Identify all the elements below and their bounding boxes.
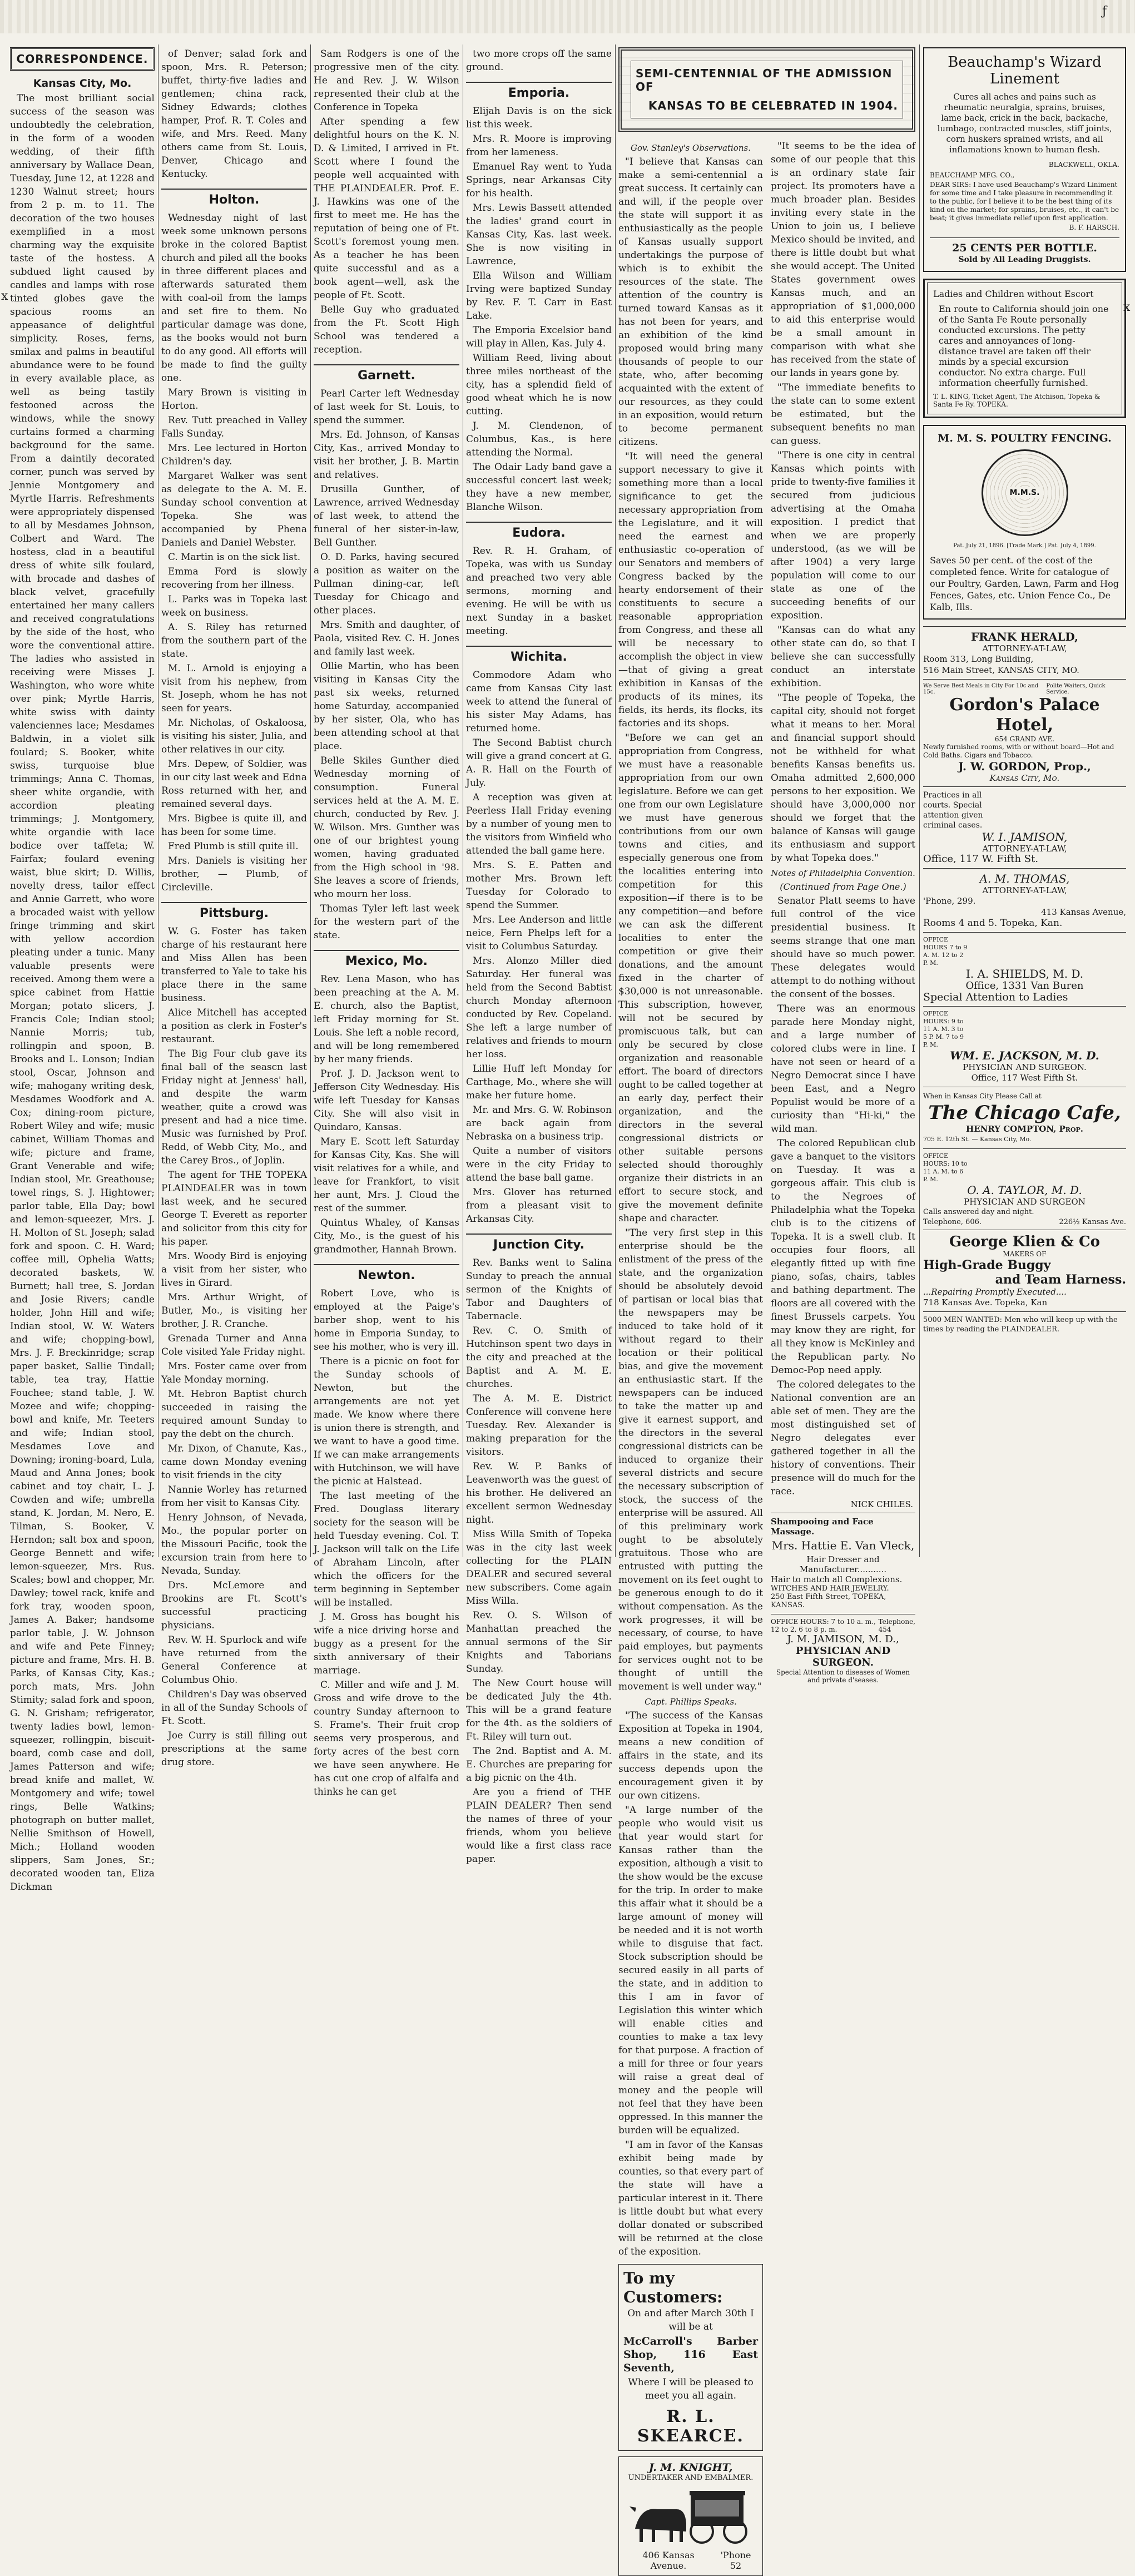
news-item: Emanuel Ray went to Yuda Springs, near Arkansas City for his health. [466,161,612,199]
news-item: Mrs. Lewis Bassett attended the ladies' grand court in Kansas City, Kas. last week. She is now visiting in Lawrence, [466,202,612,267]
news-item: Mr. Nicholas, of Oskaloosa, is visiting his sister, Julia, and other relatives in our city. [161,717,307,755]
semi-centennial-banner [618,47,915,132]
taylor-address: 226½ Kansas Ave. [1059,1218,1126,1226]
poultry-fencing-ad [923,425,1126,620]
news-item: Mrs. S. E. Patten and mother Mrs. Brown left Tuesday for Colorado to spend the Summer. [466,860,612,911]
wizard-text: Cures all aches and pains such as rheumatic neuralgia, sprains, bruises, lame back, crick in the back, backache, lumbago, contracted muscles, stiff joints, corn huskers sprained wrists, and all inflamations known to human flesh. [937,92,1112,155]
news-item: Margaret Walker was sent as delegate to the A. M. E. Sunday school convention at Topeka. She was accompanied by Phena Daniels and Daniel Webster. [161,470,307,548]
news-item: Lillie Huff left Monday for Carthage, Mo., where she will make her future home. [466,1063,612,1101]
news-item: The A. M. E. District Conference will convene here Tuesday. Rev. Alexander is making preparation for the visitors. [466,1393,612,1458]
cafe-name: The Chicago Cafe, [928,1102,1121,1124]
jamison-law-name: W. I. JAMISON, [982,830,1068,844]
column-correspondence [10,47,155,1893]
pittsburg-items [161,925,307,1769]
vanvleck-headline: Shampooing and Face Massage. [771,1517,874,1537]
jackson-address: Office, 117 West Fifth St. [971,1073,1078,1083]
news-item: Belle Guy who graduated from the Ft. Scott High School was tendered a reception. [314,304,459,355]
newton-items [314,1287,459,1799]
news-item: Mary Brown is visiting in Horton. [161,387,307,412]
news-item: The agent for THE TOPEKA PLAINDEALER was in town last week, and he secured George T. Everett as reporter and solicitor from this city for his paper. [161,1170,307,1247]
news-item: Mrs. Woody Bird is enjoying a visit from her sister, who lives in Girard. [161,1251,307,1289]
gordon-text: Newly furnished rooms, with or without board—Hot and Cold Baths. Cigars and Tobacco. [923,743,1114,759]
news-item: Grenada Turner and Anna Cole visited Yale Friday night. [161,1333,307,1358]
jamison-doctor-name: J. M. JAMISON, M. D., [787,1633,899,1645]
garnett-items [314,387,459,942]
corner-mark: ƒ [1102,4,1107,18]
semi-centennial-body [618,140,915,2576]
klien-name: George Klien & Co [949,1233,1100,1250]
news-item: Mrs. Lee Anderson and little neice, Fern Phelps left for a visit to Columbus Saturday. [466,914,612,952]
thomas-name: A. M. THOMAS, [979,872,1070,885]
news-item: Mrs. Alonzo Miller died Saturday. Her funeral was held from the Second Babtist church Monday afternoon conducted by Rev. Copeland. She left a large number of relatives and friends to mourn her loss. [466,955,612,1060]
news-item: Rev. O. S. Wilson of Manhattan preached the annual sermons of the Sir Knights and Taborians Sunday. [466,1610,612,1675]
news-item: Children's Day was observed in all of the Sunday Schools of Ft. Scott. [161,1689,307,1727]
skearce-ad [618,2264,763,2451]
hearse-illustration [623,2484,758,2545]
vanvleck-text: Hair to match all Complexions. [771,1574,903,1584]
news-item: Rev. W. P. Banks of Leavenworth was the guest of his brother. He delivered an excellent sermon Wednesday night. [466,1461,612,1525]
eudora-items [466,544,612,638]
herald-card [923,626,1126,679]
klien-line3: ...Repairing Promptly Executed.... [923,1287,1067,1297]
news-item: Ollie Martin, who has been visiting in Kansas City the past six weeks, returned home Saturday, accompanied by her sister, Ola, who has been attending school at that place. [314,661,459,752]
news-item: Quintus Whaley, of Kansas City, Mo., is the guest of his grandmother, Hannah Brown. [314,1217,459,1255]
mexico-items [314,973,459,1256]
section-title-kansas-city: Kansas City, Mo. [33,77,132,90]
taylor-contact [923,1218,1126,1226]
skearce-text2: Where I will be pleased to meet you all again. [628,2377,754,2401]
section-title-garnett: Garnett. [314,364,459,383]
news-item: Alice Mitchell has accepted a position as clerk in Foster's restaurant. [161,1007,307,1045]
section-title-pittsburg: Pittsburg. [161,902,307,920]
news-item: Mrs. Arthur Wright, of Butler, Mo., is visiting her brother, J. R. Cranche. [161,1292,307,1330]
phillips-subhead: Capt. Phillips Speaks. [645,1697,737,1707]
gordon-city: Kansas City, Mo. [989,773,1060,783]
thomas-title: ATTORNEY-AT-LAW, [982,885,1067,895]
vanvleck-name: Mrs. Hattie E. Van Vleck, [771,1539,915,1552]
news-item: "I believe that Kansas can make a semi-centennial a great success. It certainly can and will, if the people over the state will support it as enthusiastically as the people of Kansas usually support undertakings the purpose of which is to exhibit the resources of the state. The attention of the country is turned toward Kansas as it has not been for years, and an exhibition of the kind proposed would bring many thousands of people to our state, who, after becoming acquainted with the extent of our resources, as they could in an exposition, would return to become permanent citizens. [618,156,763,448]
philadelphia-signature: NICK CHILES. [850,1499,913,1509]
news-item: "A large number of the people who would visit us that year would start for Kansas rather than the exposition, although a visit to the show would be the excuse for the trip. In order to make this affair what it should be a large amount of money will be needed and it is not worth while to disguise that fact. Stock subscription should be secured easily in all parts of the state, and in addition to this I am in favor of Legislation this winter which will enable cities and counties to make a tax levy for that purpose. A fraction of a mill for three or four years will raise a great deal of money and the people will not feel that they have been oppressed. In this manner the burden will be equalized. [618,1805,763,2136]
herald-title: ATTORNEY-AT-LAW, [982,643,1067,653]
jamison-law-title: ATTORNEY-AT-LAW, [982,844,1067,854]
news-item: Are you a friend of THE PLAIN DEALER? Then send the names of three of your friends, whom you believe would like a first class race paper. [466,1787,612,1865]
knight-title: UNDERTAKER AND EMBALMER. [628,2474,754,2482]
column-rule [615,44,616,1557]
taylor-title: PHYSICIAN AND SURGEON [964,1197,1086,1207]
gordon-proprietor: J. W. GORDON, Prop., [958,760,1091,773]
jamison-doctor-hours-row [771,1618,915,1633]
thomas-address: 413 Kansas Avenue, [1041,907,1126,917]
news-item: Commodore Adam who came from Kansas City last week to attend the funeral of his sister May Adams, has returned home. [466,670,612,734]
semi-centennial-right [771,140,915,2576]
stanley-text [618,155,763,1693]
stanley-subhead: Gov. Stanley's Observations. [631,143,751,153]
klien-line1: High-Grade Buggy [923,1258,1051,1272]
santa-fe-ad [923,279,1126,418]
article-text: of Denver; salad fork and spoon, Mrs. R. Peterson; buffet, thirty-five ladies and gentlemen; china rack, Sidney Edwards; clothes hamper, Prof. R. T. Coles and wife, and Mrs. Reed. Many others came from St. Louis, Denver, Chicago and Kentucky. [161,48,307,180]
news-item: Belle Skiles Gunther died Wednesday morning of consumption. Funeral services held at the A. M. E. church, conducted by Rev. J. W. Wilson. Mrs. Gunther was one of our brightest young women, having graduated from the High school in '98. She leaves a score of friends, who mourn her loss. [314,755,459,900]
news-item: There was an enormous parade here Monday night, and a large number of colored clubs were in line. I have not seen or heard of a Negro Democrat since I have been East, and a Negro Populist would be more of a curiosity than "Hi-ki," the wild man. [771,1003,915,1135]
news-item: L. Parks was in Topeka last week on business. [161,594,307,618]
vanvleck-line: Manufacturer........... [799,1564,887,1574]
exposition-text [771,140,915,865]
news-item: Rev. Tutt preached in Valley Falls Sunday. [161,415,307,439]
vanvleck-line: Hair Dresser and [806,1554,880,1564]
knight-name: J. M. KNIGHT, [648,2461,733,2474]
section-title-holton: Holton. [161,189,307,207]
santa-fe-text: En route to California should join one of the Santa Fe Route personally conducted excursions. The petty cares and annoyances of long-distance travel are taken off their minds by a special excursion conductor. No extra charge. Full information cheerfully furnished. [939,304,1109,388]
news-item: Mr. Dixon, of Chanute, Kas., came down Monday evening to visit friends in the city [161,1443,307,1481]
news-item: Mrs. Lee lectured in Horton Children's day. [161,443,307,467]
jackson-title: PHYSICIAN AND SURGEON. [963,1062,1087,1072]
jackson-hours: OFFICE HOURS: 9 to 11 A. M. 3 to 5 P. M. 7 to 9 P. M. [923,1010,964,1048]
news-item: Emma Ford is slowly recovering from her illness. [161,566,307,591]
news-item: Henry Johnson, of Nevada, Mo., the popular porter on the Missouri Pacific, took the excursion train from here to Nevada, Sunday. [161,1512,307,1577]
news-item: "The people of Topeka, the capital city, should not forget what it means to her. Moral and financial support should not be withheld for what benefits Kansas benefits us. Omaha admitted 2,600,000 persons to her exposition. We should have 3,000,000 nor should we forget that the balance of Kansas will gauge its enthusiasm and support by what Topeka does." [771,692,915,864]
taylor-hours: OFFICE HOURS: 10 to 11 A. M. to 6 P. M. [923,1152,968,1183]
vanvleck-address: 250 East Fifth Street, TOPEKA, KANSAS. [771,1593,886,1609]
news-item: A reception was given at Peerless Hall Friday evening by a number of young men to the visitors from Winfield who attended the ball game here. [466,792,612,856]
news-item: Senator Platt seems to have full control of the vice presidential business. It seems strange that one man should have so much power. These delegates would attempt to do nothing without the consent of the bosses. [771,895,915,1000]
philadelphia-continued: (Continued from Page One.) [780,881,906,892]
klien-address: 718 Kansas Ave. Topeka, Kan [923,1297,1048,1307]
section-title-wichita: Wichita. [466,646,612,664]
jamison-doctor-title: PHYSICIAN AND SURGEON. [795,1645,891,1668]
shields-card [923,932,1126,1006]
herald-name: FRANK HERALD, [971,630,1078,643]
semi-centennial-left [618,140,763,2576]
banner-headline-line1: SEMI-CENTENNIAL OF THE ADMISSION OF [636,67,893,93]
news-item: The 2nd. Baptist and A. M. E. Churches are preparing for a big picnic on the 4th. [466,1746,612,1784]
news-item: Rev. Lena Mason, who has been preaching at the A. M. E. church, also the Baptist, left Friday morning for St. Louis. She left a noble record, and will be long remembered by her many friends. [314,974,459,1065]
knight-address: 406 Kansas Avenue. [642,2550,695,2571]
article-text: two more crops off the same ground. [466,48,612,73]
taylor-name: O. A. TAYLOR, M. D. [967,1183,1082,1197]
news-item: O. D. Parks, having secured a position as waiter on the Pullman dining-car, left Tuesday for Chicago and other places. [314,552,459,616]
gordon-address: 654 GRAND AVE. [994,735,1055,743]
news-item: The last meeting of the Fred. Douglass literary society for the season will be held Tuesday evening. Col. T. J. Jackson will talk on the Life of Abraham Lincoln, after which the officers for the term beginning in September will be installed. [314,1490,459,1608]
herald-address: Room 313, Long Building, [923,654,1034,664]
news-item: Rev. R. H. Graham, of Topeka, was with us Sunday and preached two very able sermons, morning and evening. He will be with us next Sunday in a basket meeting. [466,546,612,637]
news-item: Mrs. Ed. Johnson, of Kansas City, Kas., arrived Monday to visit her brother, J. B. Martin and relatives. [314,429,459,480]
margin-mark: x [1123,300,1131,314]
news-item: "Before we can get an appropriation from Congress, we must have a reasonable appropriation from our own legislature. Before we can get one from our own Legislature we must have generous contributions from our own towns and cities, and especially generous one from the localities entering into competition for this exposition—if there is to be any competition—and before we can ask the different localities to enter the competition or give their donations, and the amount fixed in the charter of $30,000 is not unreasonable. This subscription, however, will not be secured by promiscuous talk, but can only be secured by close organization and reasonable effort. The board of directors ought to be called together at an early day, perfect their organization, and the directors in the several congressional districts or other suitable persons selected should thoroughly organize their districts in an effort to secure stock, and give the movement definite shape and character. [618,732,763,1224]
column-two [161,47,307,1768]
news-item: Robert Love, who is employed at the Paige's barber shop, went to his home in Emporia Sunday, to see his mother, who is very ill. [314,1288,459,1353]
news-item: Mt. Hebron Baptist church succeeded in raising the required amount Sunday to pay the debt on the church. [161,1389,307,1440]
news-item: Wednesday night of last week some unknown persons broke in the colored Baptist church and piled all the books in three different places and afterwards saturated them with coal-oil from the lamps and set fire to them. No particular damage was done, as the books would not burn to do any good. All efforts will be made to find the guilty one. [161,212,307,384]
news-item: Thomas Tyler left last week for the western part of the state. [314,903,459,941]
jackson-name: WM. E. JACKSON, M. D. [950,1049,1099,1062]
news-item: "There is one city in central Kansas which points with pride to twenty-five families it secured from judicious advertising at the Omaha exposition. I predict that when we are properly understood, (as we will be after 1904) a very large population will come to our state as one of the succeeding benefits of our exposition. [771,450,915,621]
news-item: Mrs. Smith and daughter, of Paola, visited Rev. C. H. Jones and family last week. [314,620,459,657]
gordon-top-right: Polite Waiters, Quick Service. [1046,683,1106,695]
news-item: Pearl Carter left Wednesday of last week for St. Louis, to spend the summer. [314,388,459,426]
vanvleck-text2: WITCHES AND HAIR JEWELRY. [771,1584,889,1593]
news-item: The colored delegates to the National convention are an able set of men. They are the most distinguished set of Negro delegates ever gathered together in all the history of conventions. Their presence will do much for the race. [771,1379,915,1497]
news-item: Elijah Davis is on the sick list this week. [466,106,612,130]
wizard-letter-addressee: BEAUCHAMP MFG. CO., [930,171,1015,179]
news-item: Mary E. Scott left Saturday for Kansas City, Kas. She will visit relatives for a while, and leave for Frankfort, to visit her aunt, Mrs. J. Cloud the rest of the summer. [314,1136,459,1214]
philadelphia-text [771,894,915,1498]
jamison-doctor-ad [771,1614,915,1684]
news-item: J. M. Clendenon, of Columbus, Kas., is here attending the Normal. [466,420,612,458]
wizard-title: Beauchamp's Wizard Linement [948,54,1102,87]
news-item: The Second Babtist church will give a grand concert at G. A. R. Hall on the Fourth of July. [466,737,612,789]
men-wanted-notice [923,1311,1126,1337]
skearce-name: R. L. SKEARCE. [637,2407,744,2446]
news-item: M. L. Arnold is enjoying a visit from his nephew, from St. Joseph, whom he has not seen for years. [161,663,307,714]
cafe-address: 705 E. 12th St. — Kansas City, Mo. [923,1136,1032,1143]
klien-makers: MAKERS OF [1003,1250,1047,1258]
wizard-signature: B. F. HARSCH. [1069,224,1119,231]
news-item: "The very first step in this enterprise should be the enlistment of the press of the state, and the organization should be absolutely devoid of partisan or local bias that the newspapers may be induced to take hold of it without regard to their location or their political bias, and give the movement an enthusiastic start. If the newspapers can be induced to take the matter up and give it earnest support, and the directors in the several congressional districts can be induced to organize their several districts and secure the necessary subscription of stock, the success of the enterprise will be assured. All of this preliminary work ought to be absolutely gratuitous. Those who are entrusted with putting the movement on its feet ought to be generous enough to do it without compensation. As the work progresses, it will be necessary, of course, to have paid employes, but payments for services ought not to be thought of untill the movement is well under way." [618,1227,763,1692]
news-item: A. S. Riley has returned from the southern part of the state. [161,622,307,660]
taylor-phone: Telephone, 606. [923,1218,982,1226]
wichita-items [466,668,612,1226]
jamison-law-text: Practices in all courts. Special attention given criminal cases. [923,791,983,830]
news-item: The Emporia Excelsior band will play in Allen, Kas. July 4. [466,325,612,349]
thomas-phone: 'Phone, 299. [923,896,976,906]
news-item: Mrs. Bigbee is quite ill, and has been for some time. [161,813,307,838]
margin-mark: x [1,289,8,303]
news-item: J. M. Gross has bought his wife a nice driving horse and buggy as a present for the sixth anniversary of their marriage. [314,1612,459,1676]
column-rule [919,44,920,1557]
news-item: The New Court house will be dedicated July the 4th. This will be a grand feature for the 4th. as the soldiers of Ft. Riley will turn out. [466,1678,612,1742]
banner-headline-line2: KANSAS TO BE CELEBRATED IN 1904. [648,99,898,112]
skearce-shop: McCarroll's Barber Shop, 116 East Seventh, [623,2335,758,2374]
news-item: Sam Rodgers is one of the progressive men of the city. He and Rev. J. W. Wilson represented their club at the Conference in Topeka [314,48,459,113]
banner-inner [631,61,903,118]
herald-address2: 516 Main Street, KANSAS CITY, MO. [923,665,1079,675]
vanvleck-ad [771,1513,915,1609]
knight-ad [618,2456,763,2576]
jackson-card [923,1006,1126,1087]
gordon-name: Gordon's Palace Hotel, [949,695,1100,735]
news-item: Rev. Banks went to Salina Sunday to preach the annual sermon of the Knights of Tabor and Daughters of Tabernacle. [466,1257,612,1322]
section-title-mexico: Mexico, Mo. [314,950,459,968]
section-title-newton: Newton. [314,1264,459,1282]
news-item: Mrs. R. Moore is improving from her lameness. [466,133,612,158]
wizard-linement-ad [923,47,1126,272]
article-text: The most brilliant social success of the season was undoubtedly the celebration, in the form of a wooden wedding, of their fifth anniversary by Wallace Dean, Tuesday, June 12, at 1228 and 1230 Walnut street; hours from 2 p. m. to 11. The decoration of the two houses exemplified in a most charming way the exquisite taste of the hostess. A subdued light caused by candles and lamps with rose tinted globes gave the spacious rooms an appeasance of delightful simplicity. Roses, ferns, smilax and palms in beautiful abundance were to be found in every available place, as well as being tastily festooned across the windows, while the snowy curtains formed a charming background for the same. From a daintily decorated corner, punch was served by Jennie Montgomery and Myrtle Harris. Refreshments were appropriately dispensed to all by Mesdames Johnson, Colbert and Ward. The hostess, clad in a beautiful dress of white silk foulard, with brocade and dashes of black velvet, gracefully entertained her many callers and received congratulations by the side of the host, who wore the conventional attire. The ladies who assisted in receiving were Misses J. Washington, who wore white over pink; Myrtle Harris, white swiss with dainty valenciennes lace; Mesdames Baldwin, in a violet silk foulard; S. Booker, white swiss, turquoise blue trimmings; Anna C. Thomas, sheer white organdie, with accordion pleating trimmings; J. Montgomery, white organdie with lace bodice over taffeta; W. Fairfax; foulard evening waist, blue skirt; D. Willis, novelty dress, tailor effect and Annie Garrett, who wore a brocaded waist with yellow fringe trimming and skirt with yellow accordion pleating under a tunic. Many valuable presents were received. Among them were a spice cabinet from Hattie Morgan; potato slicers, J. Francis Cole; Indian stool; Nannie Morris; tub, rollingpin and spoon, B. Brooks and L. Lonson; Indian stool, Oscar, Johnson and wife; mahogany writing desk, Mesdames Woodfork and A. Cox; dining-room picture, Robert Wiley and wife; music cabinet, William Thomas and wife; picture and frame, Grant Venerable and wife; Indian stool, Mr. Greathouse; towel rings, S. J. Hightower; parlor table, Ella Day; bowl and lemon-squeezer, Mrs. J. H. Molton of St. Joseph; salad fork and spoon. C. H. Ward; coffee mill, Ophelia Watts; decorated baskets, W. Burnett; hall tree, S. Jordan and Josie Rivers; candle holder, John Hill and wife; Indian stool, W. W. Waters and wife; chopping-bowl, Mrs. J. F. Breckinridge; scrap paper basket, Sallie Tindall; table, tea tray, Hattie Fouchee; stand table, J. W. Mozee and wife; chopping-bowl and knife, Mr. Teeters and wife; Indian stool, Mesdames Love and Downing; ironing-board, Lula, Maud and Anna Jones; book cabinet and toy chair, L. J. Cowden and wife; umbrella stand, K. Jordan, M. Nero, E. Tilman, S. Booker, V. Herndon; salt box and spoon, George Bennett and wife; lemon-squeezer, Mrs. Rus. Scales; bowl and chopper, Mr. Dawley; towel rack, knife and fork tray, wooden spoon, James A. Baker; handsome parlor table, J. W. Johnson and wife and Pete Finney; picture and frame, Mrs. H. B. Parks, of Kansas City, Kas.; porch mats, Mrs. John Stimity; salad fork and spoon, G. N. Grisham; refrigerator, twenty ladies bowl, lemon-squeezer, rollingpin, biscuit-board, comb case and doll, James Patterson and wife; bread knife and mallet, W. Montgomery and wife; towel rings, Belle Watkins; photograph on butter mallet, Nellie Smithson of Howell, Mich.; Holland wooden slippers, Sam Jones, Sr.; decorated wooden tan, Eliza Dickman [10,93,155,1893]
news-item: Drusilla Gunther, of Lawrence, arrived Wednesday of last week, to attend the funeral of her sister-in-law, Bell Gunther. [314,484,459,548]
section-title-junction-city: Junction City. [466,1233,612,1252]
column-three [314,47,459,1797]
fence-title: M. M. S. POULTRY FENCING. [938,432,1112,444]
ft-scott-items [314,47,459,356]
santa-fe-title: Ladies and Children without Escort [933,289,1094,299]
news-item: Rev. W. H. Spurlock and wife have returned from the General Conference at Columbus Ohio. [161,1634,307,1686]
news-item: Miss Willa Smith of Topeka was in the city last week collecting for the PLAIN DEALER and secured several new subscribers. Come again Miss Willa. [466,1529,612,1607]
news-item: "I am in favor of the Kansas exhibit being made by counties, so that every part of the state will have a particular interest in it. There is little doubt but what every dollar donated or subscribed will be returned at the close of the exposition. [618,2139,763,2257]
section-title-emporia: Emporia. [466,82,612,100]
fence-text: Saves 50 per cent. of the cost of the completed fence. Write for catalogue of our Poultry, Garden, Lawn, Farm and Hog Fences, Gates, etc. Union Fence Co., De Kalb, Ills. [930,555,1119,612]
fence-seal-icon [982,449,1068,536]
section-title-eudora: Eudora. [466,522,612,540]
news-item: W. G. Foster has taken charge of his restaurant here and Miss Allen has been transferred to Yale to take his place there in the same business. [161,926,307,1004]
column-four [466,47,612,1865]
news-item: "The success of the Kansas Exposition at Topeka in 1904, means a new condition of affairs in the state, and its success depends upon the encouragement given it by our own citizens. [618,1710,763,1801]
column-advertisements [923,47,1126,1557]
news-item: After spending a few delightful hours on the K. N. D. & Limited, I arrived in Ft. Scott where I found the people well acquainted with THE PLAINDEALER. Prof. E. J. Hawkins was one of the first to meet me. He has the reputation of being one of Ft. Scott's foremost young men. As a teacher he has been quite successful and as a book agent—well, ask the people of Ft. Scott. [314,116,459,301]
jamison-doctor-phone: Telephone, 454 [878,1618,915,1633]
news-item: C. Miller and wife and J. M. Gross and wife drove to the country Sunday afternoon to S. Frame's. Their fruit crop seems very prosperous, and forty acres of the best corn we have seen anywhere. He has cut one crop of alfalfa and thinks he can get [314,1680,459,1797]
taylor-text: Calls answered day and night. [923,1208,1034,1216]
skearce-text: On and after March 30th I will be at [627,2308,754,2332]
emporia-items [466,105,612,514]
news-item: Drs. McLemore and Brookins are Ft. Scott's successful practicing physicians. [161,1580,307,1631]
news-item: Mrs. Daniels is visiting her brother, — Plumb, of Circleville. [161,855,307,893]
news-item: C. Martin is on the sick list. [168,552,301,563]
knight-phone: 'Phone 52 [720,2550,751,2571]
philadelphia-subhead: Notes of Philadelphia Convention. [771,868,915,878]
fence-patent: Pat. July 21, 1896. [Trade Mark.] Pat. July 4, 1899. [953,543,1096,549]
jamison-law-card [923,786,1126,868]
column-rule [310,44,311,1557]
klien-line2: and Team Harness. [995,1272,1126,1287]
santa-fe-inner [927,283,1122,414]
news-item: Ella Wilson and William Irving were baptized Sunday by Rev. F. T. Carr in East Lake. [466,270,612,321]
wizard-letter: DEAR SIRS: I have used Beauchamp's Wizard Liniment for some time and I take pleasure in recommending it to the public, for I believe it to be the best thing of its kind on the market; for sprains, bruises, etc., it can't be beat; it gives immediate relief upon first application. [930,181,1119,222]
news-item: "The immediate benefits to the state can to some extent be estimated, but the subsequent benefits no man can guess. [771,382,915,447]
shields-text: Special Attention to Ladies [923,991,1068,1003]
gordon-top-row [923,683,1126,695]
men-wanted-text: 5000 MEN WANTED: Men who will keep up with the times by reading the PLAINDEALER. [923,1316,1118,1334]
cafe-proprietor: HENRY COMPTON, Prop. [965,1124,1084,1134]
holton-items [161,211,307,894]
thomas-card [923,868,1126,932]
column-semi-centennial [618,47,915,2571]
news-item: William Reed, living about three miles northeast of the city, has a splendid field of good wheat which he is now cutting. [466,353,612,417]
gordon-hotel-ad [923,679,1126,786]
jamison-doctor-foot: Special Attention to diseases of Women and private d'seases. [776,1668,910,1684]
previous-page-bleed [0,0,1135,33]
news-item: Mrs. Foster came over from Yale Monday morning. [161,1361,307,1385]
gordon-top-left: We Serve Best Meals in City For 10c and 15c. [923,683,1039,695]
news-item: Joe Curry is still filling out prescriptions at the same drug store. [161,1730,307,1768]
cafe-top: When in Kansas City Please Call at [923,1092,1042,1100]
wizard-price: 25 CENTS PER BOTTLE. [930,237,1119,255]
news-item: Nannie Worley has returned from her visit to Kansas City. [161,1484,307,1509]
news-item: There is a picnic on foot for the Sunday schools of Newton, but the arrangements are not yet made. We know where there is union there is strength, and we want to have a good time. If we can make arrangements with Hutchinson, we will have the picnic at Halstead. [314,1356,459,1487]
news-item: The Odair Lady band gave a successful concert last week; they have a new member, Blanche Wilson. [466,462,612,513]
wizard-letter-location: BLACKWELL, OKLA. [1048,161,1119,169]
wizard-sold: Sold by All Leading Druggists. [958,255,1091,264]
news-item: Prof. J. D. Jackson went to Jefferson City Wednesday. His wife left Tuesday for Kansas City. She will also visit in Quindaro, Kansas. [314,1068,459,1133]
correspondence-header: CORRESPONDENCE. [10,47,155,71]
news-item: The Big Four club gave its final ball of the seascn last Friday night at Jenness' hall, and despite the warm weather, quite a crowd was present and had a nice time. Music was furnished by Prof. Redd, of Webb City, Mo., and the Carey Bros., of Joplin. [161,1048,307,1166]
phillips-text [618,1709,763,2258]
news-item: Mrs. Depew, of Soldier, was in our city last week and Edna Ross returned with her, and remained several days. [161,759,307,810]
junction-items [466,1256,612,1866]
jamison-law-address: Office, 117 W. Fifth St. [923,853,1039,865]
news-item: Fred Plumb is still quite ill. [168,841,299,852]
taylor-card [923,1148,1126,1230]
news-item: Mrs. Glover has returned from a pleasant visit to Arkansas City. [466,1187,612,1225]
jamison-doctor-hours: OFFICE HOURS: 7 to 10 a. m., 12 to 2, 6 to 8 p. m. [771,1618,876,1633]
skearce-headline: To my Customers: [623,2269,723,2306]
news-item: "It seems to be the idea of some of our people that this is an ordinary state fair project. Its promoters have a much broader plan. Besides inviting every state in the Union to join us, I believe Mexico should be invited, and there is little doubt but what she would accept. The United States government owes Kansas much, and an appropriation of $1,000,000 to aid this enterprise would be a small amount in comparison with what she has received from the state of our lands in years gone by. [771,141,915,379]
news-item: "Kansas can do what any other state can do, so that I believe she can successfully conduct an interstate exhibition. [771,625,915,689]
news-item: Rev. C. O. Smith of Hutchinson spent two days in the city and preached at the Baptist and A. M. E. churches. [466,1325,612,1390]
shields-name: I. A. SHIELDS, M. D. [965,967,1084,980]
shields-address: Office, 1331 Van Buren [965,980,1084,992]
news-item: Quite a number of visitors were in the city Friday to attend the base ball game. [466,1146,612,1183]
news-item: Mr. and Mrs. G. W. Robinson are back again from Nebraska on a business trip. [466,1104,612,1142]
chicago-cafe-ad [923,1087,1126,1148]
news-item: The colored Republican club gave a banquet to the visitors on Tuesday. It was a gorgeous affair. This club is to the Negroes of Philadelphia what the Topeka club is to the citizens of Topeka. It is a swell club. It occupies four floors, all elegantly fitted up with fine piano, sofas, chairs, tables and bathing department. The floors are all covered with the finest Brussels carpets. You may know they are right, for all they know is McKinley and the Republican party. No Democ-Pop need apply. [771,1138,915,1376]
fence-seal-text: M.M.S. [1008,487,1042,498]
news-item: "It will need the general support necessary to give it something more than a local significance to get the necessary appropriation from the Legislature, and it will need the earnest and enthusiastic co-operation of our Senators and members of Congress backed by the hearty endorsement of their constituents to secure a reasonable appropriation from Congress, and these all will be necessary to accomplish the object in view—that of giving a great exhibition in Kansas of the products of its mines, its fields, its herds, its flocks, its factories and its shops. [618,451,763,729]
santa-fe-signature: T. L. KING, Ticket Agent, The Atchison, Topeka & Santa Fe Ry. TOPEKA. [933,393,1101,408]
klien-ad [923,1230,1126,1311]
shields-hours: OFFICE HOURS 7 to 9 A. M. 12 to 2 P. M. [923,936,968,967]
knight-contact [623,2550,758,2571]
thomas-address2: Rooms 4 and 5. Topeka, Kan. [923,918,1063,929]
